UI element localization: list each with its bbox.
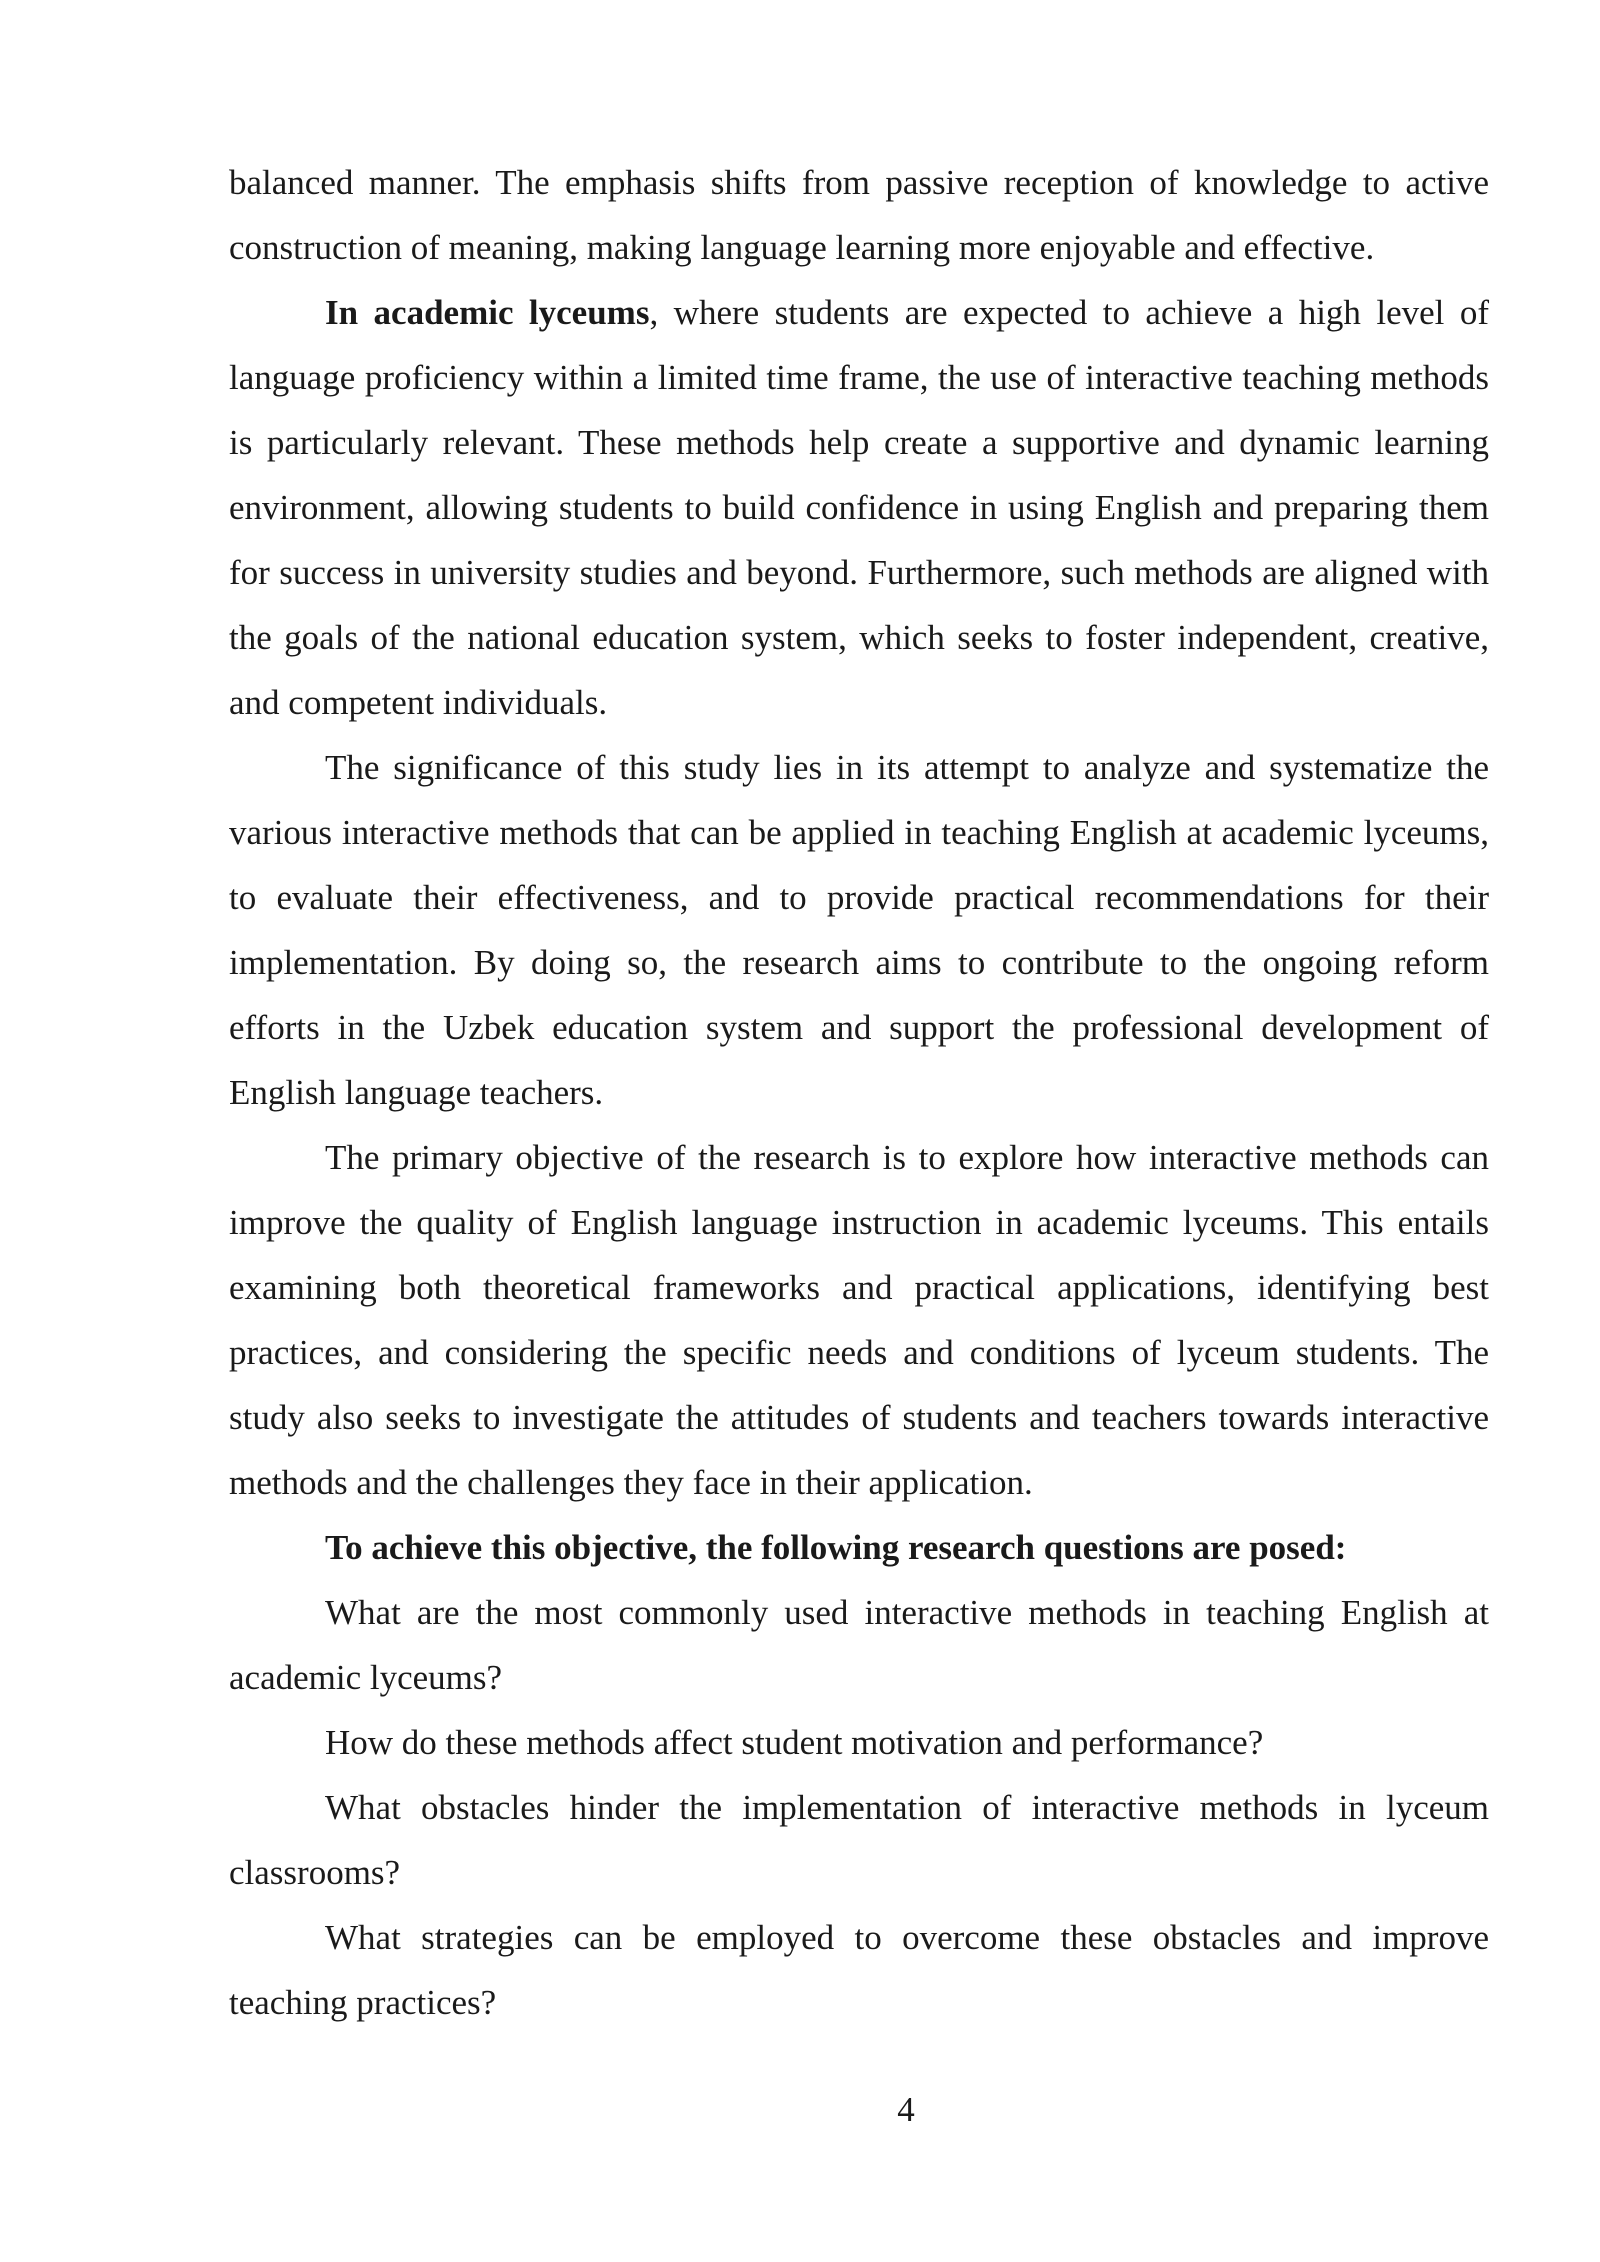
page-number: 4 bbox=[897, 2090, 915, 2129]
paragraph-continuation: balanced manner. The emphasis shifts from passive reception of knowledge to active construction of meaning, making language learning more enjoyable and effective. bbox=[229, 163, 1489, 267]
research-question-2: How do these methods affect student motivation and performance? bbox=[325, 1723, 1264, 1762]
paragraph-body: , where students are expected to achieve a high level of language proficiency within a limited time frame, the use of interactive teaching methods is particularly relevant. These methods help create a supportive and dynamic learning environment, allowing students to build confidence in using English and preparing them for success in university studies and beyond. Furthermore, such methods are aligned with the goals of the national education system, which seeks to foster independent, creative, and competent individuals. bbox=[229, 293, 1489, 722]
paragraph-academic-lyceums bbox=[229, 280, 1489, 735]
research-question-3: What obstacles hinder the implementation of interactive methods in lyceum classrooms? bbox=[229, 1788, 1489, 1892]
paragraph-significance: The significance of this study lies in its attempt to analyze and systematize the various interactive methods that can be applied in teaching English at academic lyceums, to evaluate their effectiveness, and to provide practical recommendations for their implementation. By doing so, the research aims to contribute to the ongoing reform efforts in the Uzbek education system and support the professional development of English language teachers. bbox=[229, 748, 1489, 1112]
research-question-1: What are the most commonly used interactive methods in teaching English at academic lyceums? bbox=[229, 1593, 1489, 1697]
paragraph-lead-bold: In academic lyceums bbox=[325, 293, 650, 332]
document-body bbox=[229, 150, 1489, 2035]
paragraph-objective: The primary objective of the research is to explore how interactive methods can improve the quality of English language instruction in academic lyceums. This entails examining both theoretical frameworks and practical applications, identifying best practices, and considering the specific needs and conditions of lyceum students. The study also seeks to investigate the attitudes of students and teachers towards interactive methods and the challenges they face in their application. bbox=[229, 1138, 1489, 1502]
research-question-4: What strategies can be employed to overcome these obstacles and improve teaching practices? bbox=[229, 1918, 1489, 2022]
research-questions-heading: To achieve this objective, the following research questions are posed: bbox=[325, 1528, 1347, 1567]
